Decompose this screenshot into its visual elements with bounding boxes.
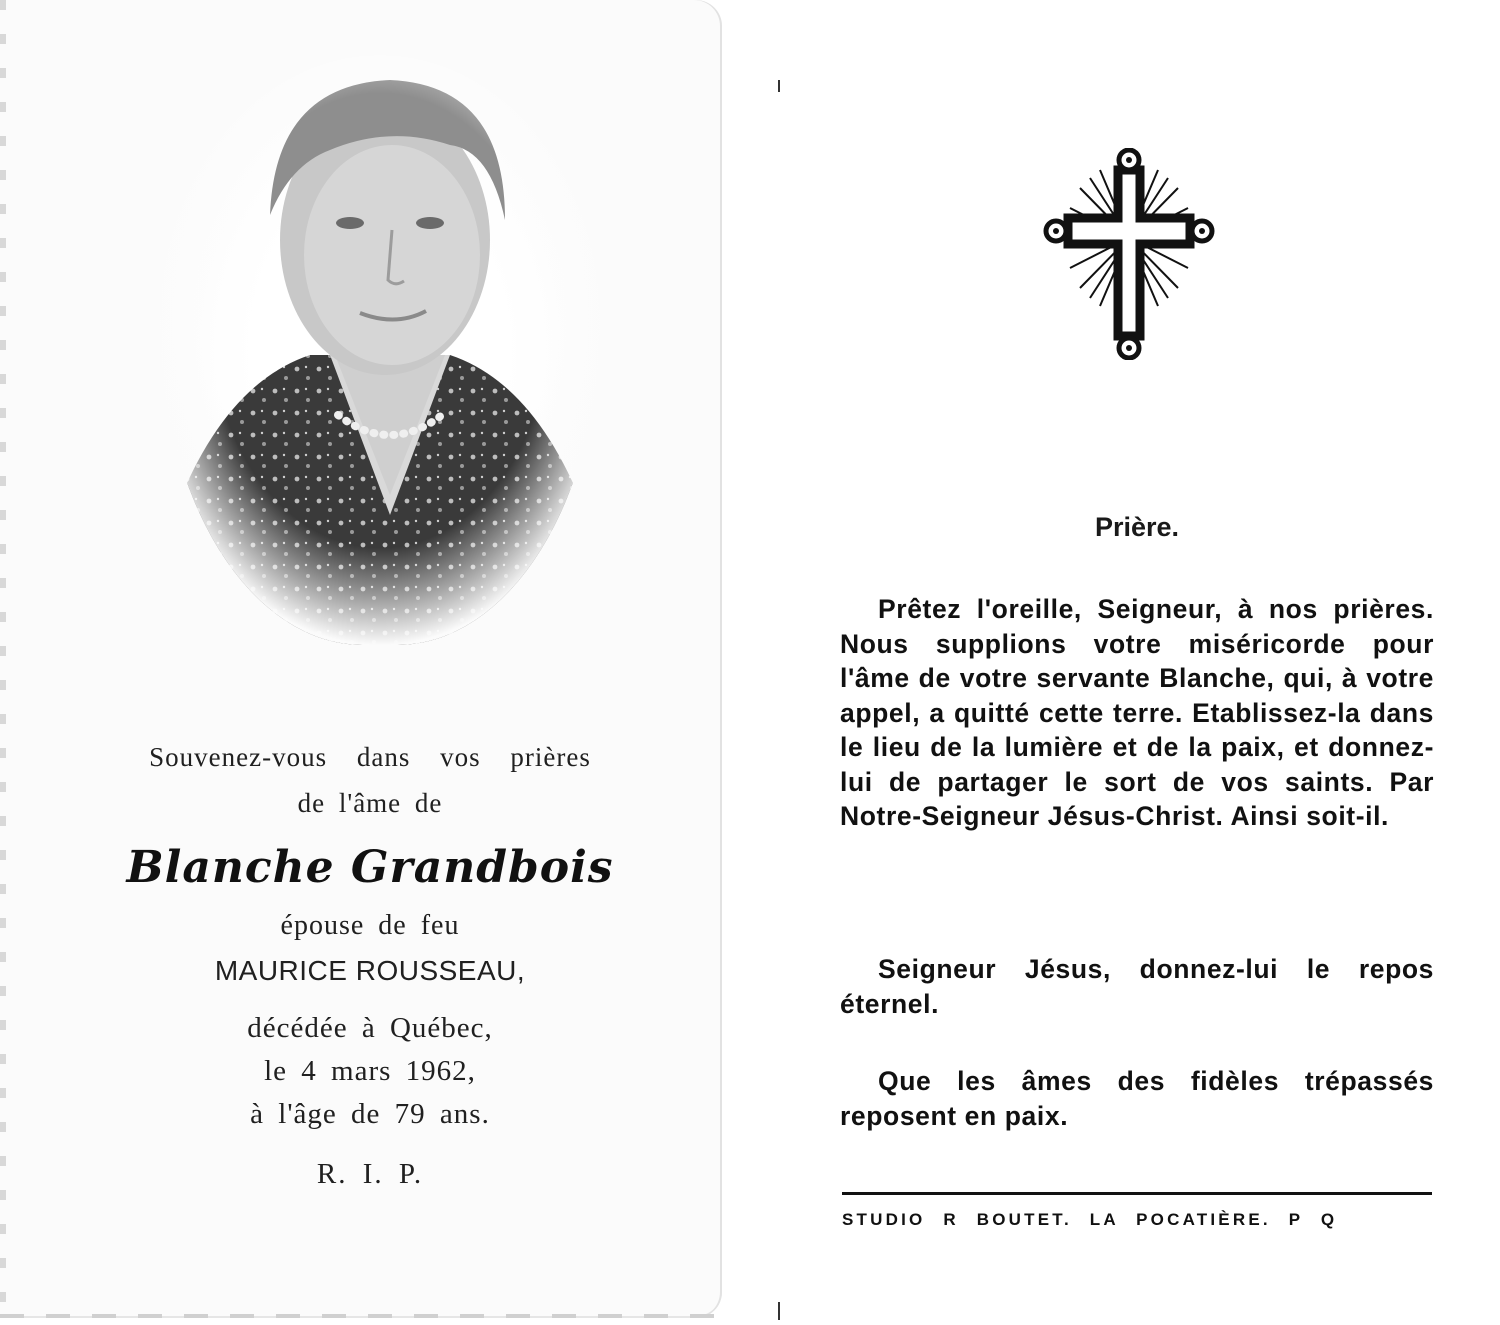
death-place: décédée à Québec, xyxy=(247,1012,493,1044)
prayer-paragraph: Prêtez l'oreille, Seigneur, à nos prières. Nous supplions votre miséricorde pour l'âme de votre servante Blanche, qui, à votre appel, a quitté cette terre. Etablissez-la dans le lieu de la lumière et de la paix, et donnez-lui de partager le sort de vos saints. Par Notre-Seigneur Jésus-Christ. Ainsi soit-il. xyxy=(840,594,1434,831)
portrait-illustration xyxy=(160,55,600,645)
crop-mark-bottom xyxy=(778,1302,780,1320)
spouse-name: MAURICE ROUSSEAU, xyxy=(214,955,526,986)
prayer-paragraph-2: Seigneur Jésus, donnez-lui le repos éternel. xyxy=(840,954,1434,1019)
crop-mark-top xyxy=(778,80,780,92)
spouse-label: épouse de feu xyxy=(280,910,460,941)
prayer-title: Prière. xyxy=(1094,512,1180,542)
divider-rule xyxy=(842,1192,1432,1195)
intro-line-2: de l'âme de xyxy=(297,788,443,818)
deceased-name: Blanche Grandbois xyxy=(126,842,614,893)
age-at-death: à l'âge de 79 ans. xyxy=(250,1098,490,1130)
printer-imprint: STUDIO R BOUTET. LA POCATIÈRE. P Q xyxy=(842,1210,1338,1229)
rip-closing: R. I. P. xyxy=(316,1158,424,1190)
portrait-photo xyxy=(160,55,600,645)
ornate-cross-icon xyxy=(1040,148,1218,360)
perforated-edge xyxy=(0,0,6,1318)
intro-line: Souvenez-vous dans vos prières xyxy=(149,742,591,772)
death-date: le 4 mars 1962, xyxy=(264,1055,476,1087)
prayer-paragraph-3: Que les âmes des fidèles trépassés reposent en paix. xyxy=(840,1066,1434,1131)
perforated-edge-bottom xyxy=(0,1314,722,1318)
memorial-card-front xyxy=(0,0,722,1318)
